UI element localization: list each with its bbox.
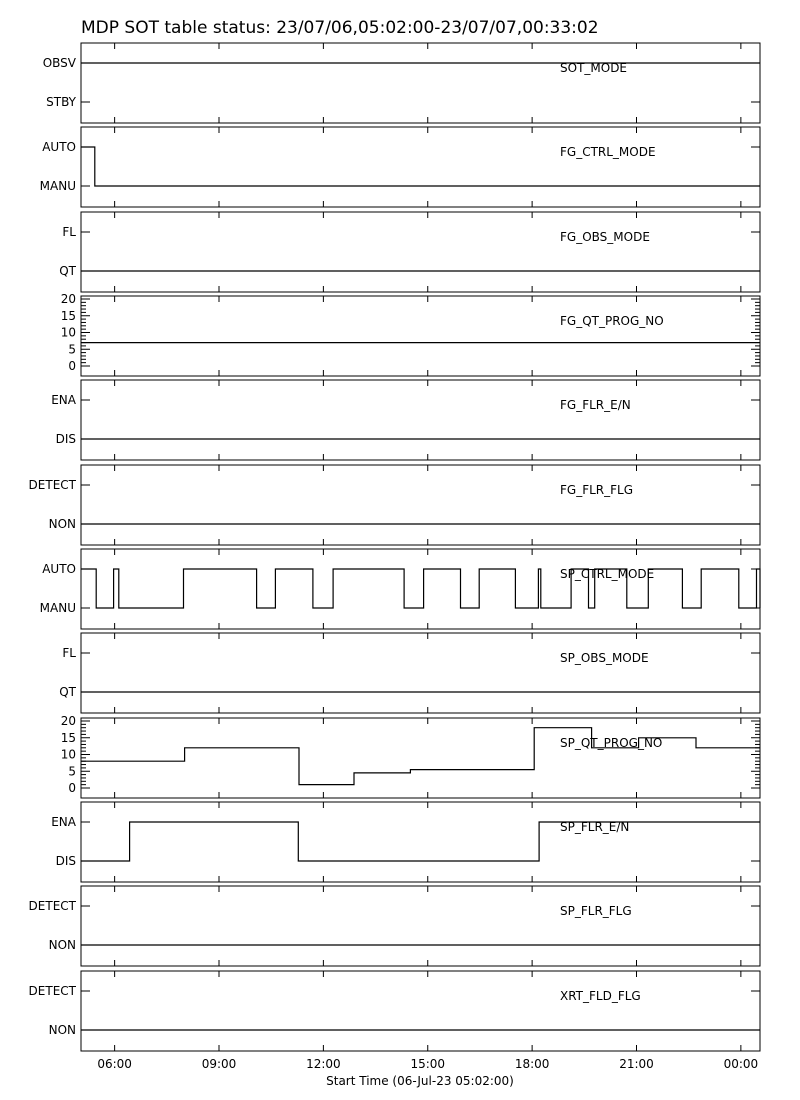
- panel-fg-flr-flg: [29, 465, 760, 545]
- panel-frame: [81, 296, 760, 376]
- y-tick-label: 5: [68, 764, 76, 779]
- panel-frame: [81, 212, 760, 292]
- x-tick-label: 06:00: [97, 1057, 132, 1071]
- panel-label: FG_CTRL_MODE: [560, 145, 656, 159]
- y-tick-label: QT: [59, 264, 76, 278]
- y-tick-label: 5: [68, 342, 76, 357]
- y-tick-label: 20: [60, 714, 76, 728]
- y-tick-label: 10: [60, 747, 76, 762]
- y-tick-label: OBSV: [42, 56, 76, 70]
- y-tick-label: 0: [68, 781, 76, 795]
- y-tick-label: DIS: [55, 854, 76, 868]
- y-tick-label: NON: [48, 938, 76, 952]
- y-tick-label: AUTO: [42, 140, 76, 154]
- series-line: [81, 147, 760, 186]
- panel-label: SP_QT_PROG_NO: [560, 736, 663, 750]
- y-tick-label: FL: [62, 646, 76, 660]
- y-tick-label: ENA: [51, 393, 76, 407]
- panel-label: SP_CTRL_MODE: [560, 567, 655, 581]
- panel-frame: [81, 886, 760, 966]
- panel-label: FG_QT_PROG_NO: [560, 314, 664, 328]
- x-tick-label: 21:00: [619, 1057, 654, 1071]
- panel-label: SOT_MODE: [560, 61, 628, 75]
- y-tick-label: 10: [60, 325, 76, 340]
- panel-label: FG_FLR_FLG: [560, 483, 634, 497]
- panel-frame: [81, 549, 760, 629]
- y-tick-label: ENA: [51, 815, 76, 829]
- panel-label: FG_OBS_MODE: [560, 230, 650, 244]
- y-tick-label: MANU: [39, 601, 76, 615]
- y-tick-label: DETECT: [28, 984, 76, 998]
- panel-label: SP_OBS_MODE: [560, 651, 649, 665]
- y-tick-label: DIS: [55, 432, 76, 446]
- x-tick-label: 18:00: [514, 1057, 550, 1071]
- x-tick-labels: [97, 1057, 758, 1071]
- panel-frame: [81, 380, 760, 460]
- panel-sp-flr-flg: [29, 886, 760, 966]
- y-tick-label: 15: [60, 730, 76, 745]
- panel-xrt-fld-flg: [29, 971, 760, 1051]
- panel-fg-flr-e-n: [51, 380, 760, 460]
- x-axis-label: Start Time (06-Jul-23 05:02:00): [326, 1074, 514, 1088]
- y-tick-label: QT: [59, 685, 76, 699]
- y-tick-label: DETECT: [28, 899, 76, 913]
- panel-sp-obs-mode: [59, 633, 760, 713]
- y-tick-label: DETECT: [28, 478, 76, 492]
- x-tick-label: 00:00: [723, 1057, 759, 1071]
- panels: [29, 43, 760, 1051]
- panel-sp-qt-prog-no: [61, 714, 760, 798]
- chart-title: MDP SOT table status: 23/07/06,05:02:00-23/07/07,00:33:02: [81, 18, 599, 38]
- y-tick-label: AUTO: [42, 562, 76, 576]
- x-tick-label: 15:00: [410, 1057, 446, 1071]
- y-tick-label: MANU: [39, 179, 76, 193]
- panel-sp-flr-e-n: [51, 802, 760, 882]
- panel-frame: [81, 465, 760, 545]
- panel-label: SP_FLR_E/N: [560, 820, 630, 834]
- panel-frame: [81, 718, 760, 798]
- panel-fg-ctrl-mode: [40, 127, 760, 207]
- panel-frame: [81, 127, 760, 207]
- panel-label: XRT_FLD_FLG: [560, 989, 641, 1003]
- x-tick-label: 09:00: [201, 1057, 237, 1071]
- panel-frame: [81, 633, 760, 713]
- panel-label: FG_FLR_E/N: [560, 398, 631, 412]
- panel-label: SP_FLR_FLG: [560, 904, 632, 918]
- y-tick-label: 20: [60, 292, 76, 306]
- panel-frame: [81, 802, 760, 882]
- series-line: [81, 822, 760, 861]
- y-tick-label: 0: [68, 359, 76, 373]
- y-tick-label: FL: [62, 225, 76, 239]
- x-tick-label: 12:00: [306, 1057, 341, 1071]
- panel-frame: [81, 43, 760, 123]
- y-tick-label: STBY: [46, 95, 76, 109]
- y-tick-label: NON: [48, 517, 76, 531]
- y-tick-label: 15: [60, 308, 76, 323]
- panel-fg-qt-prog-no: [61, 292, 760, 376]
- panel-frame: [81, 971, 760, 1051]
- panel-sp-ctrl-mode: [40, 549, 760, 629]
- panel-fg-obs-mode: [59, 212, 760, 292]
- panel-sot-mode: [43, 43, 760, 123]
- series-line: [81, 569, 760, 608]
- y-tick-label: NON: [48, 1023, 76, 1037]
